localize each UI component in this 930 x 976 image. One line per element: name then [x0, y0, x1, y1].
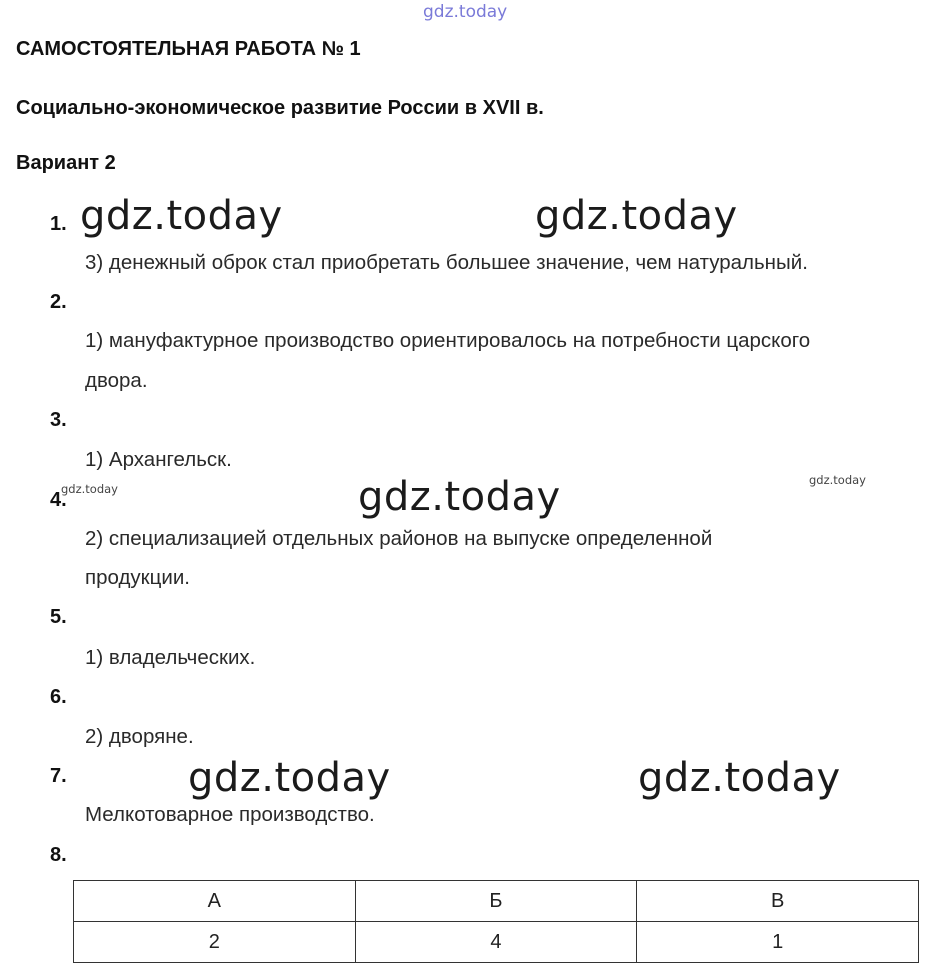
table-header-cell: В [637, 881, 919, 922]
watermark-top: gdz.today [423, 2, 508, 22]
table-cell: 2 [74, 922, 356, 963]
question-number: 8. [50, 844, 67, 866]
question-number: 4. [50, 489, 67, 511]
watermark-large: gdz.today [80, 193, 283, 239]
watermark-small: gdz.today [809, 473, 866, 487]
question-number: 7. [50, 765, 67, 787]
table-header-cell: А [74, 881, 356, 922]
watermark-large: gdz.today [358, 474, 561, 520]
answer-line: продукции. [85, 566, 190, 589]
work-title: САМОСТОЯТЕЛЬНАЯ РАБОТА № 1 [16, 38, 361, 60]
watermark-small: gdz.today [61, 482, 118, 496]
table-cell: 1 [637, 922, 919, 963]
answer-line: двора. [85, 369, 148, 392]
answer-line: 3) денежный оброк стал приобретать большее значение, чем натуральный. [85, 251, 808, 274]
watermark-large: gdz.today [535, 193, 738, 239]
table-row [74, 922, 919, 963]
question-number: 1. [50, 213, 67, 235]
variant-label: Вариант 2 [16, 152, 116, 174]
watermark-large: gdz.today [188, 755, 391, 801]
answer-line: 1) мануфактурное производство ориентировалось на потребности царского [85, 329, 811, 352]
table-cell: 4 [355, 922, 637, 963]
answer-line: 1) Архангельск. [85, 448, 232, 471]
answer-line: 1) владельческих. [85, 646, 256, 669]
table-header-cell: Б [355, 881, 637, 922]
answer-line: 2) специализацией отдельных районов на выпуске определенной [85, 527, 713, 550]
question-number: 5. [50, 606, 67, 628]
table-header-row [74, 881, 919, 922]
question-number: 3. [50, 409, 67, 431]
answer-line: Мелкотоварное производство. [85, 803, 375, 826]
answer-line: 2) дворяне. [85, 725, 194, 748]
question-number: 2. [50, 291, 67, 313]
watermark-large: gdz.today [638, 755, 841, 801]
topic-title: Социально-экономическое развитие России в XVII в. [16, 97, 544, 119]
question-number: 6. [50, 686, 67, 708]
answer-table [73, 880, 919, 963]
